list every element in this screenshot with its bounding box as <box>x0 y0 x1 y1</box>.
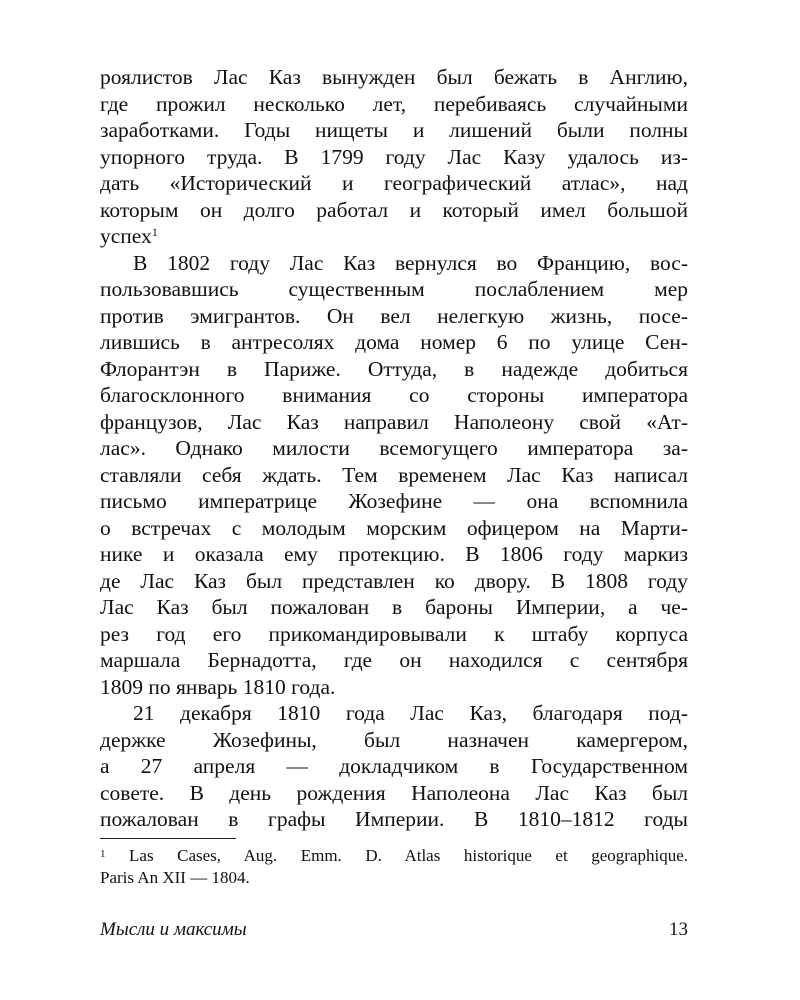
text-line: рез год его прикомандировывали к штабу корпуса <box>100 621 688 646</box>
footnote <box>100 845 688 889</box>
text-line: пользовавшись существенным послаблением мер <box>100 277 688 301</box>
text-line-content: успех <box>100 224 152 248</box>
text-line: держке Жозефины, был назначен камергером, <box>100 727 688 752</box>
text-line: дать «Исторический и географический атлас», над <box>100 171 688 195</box>
page-footer <box>100 916 688 944</box>
text-line: против эмигрантов. Он вел нелегкую жизнь, посе- <box>100 303 688 328</box>
text-line: письмо императрице Жозефине — она вспомнила <box>100 489 688 513</box>
running-title: Мысли и максимы <box>100 919 247 940</box>
footnote-text: Las Cases, Aug. Emm. D. Atlas historique et geographique. <box>129 846 688 865</box>
footnote-marker: 1 <box>100 848 106 860</box>
text-line <box>100 223 688 250</box>
text-line: роялистов Лас Каз вынужден был бежать в Англию, <box>100 65 688 89</box>
text-line: благосклонного внимания со стороны императора <box>100 383 688 407</box>
text-line: заработками. Годы нищеты и лишений были полны <box>100 118 688 142</box>
text-line: лившись в антресолях дома номер 6 по улице Сен- <box>100 330 688 354</box>
text-line: маршала Бернадотта, где он находился с сентября <box>100 648 688 672</box>
footnote-divider <box>100 838 236 839</box>
text-line: совете. В день рождения Наполеона Лас Каз был <box>100 780 688 805</box>
text-line: французов, Лас Каз направил Наполеону свой «Ат- <box>100 409 688 434</box>
text-line: ставляли себя ждать. Тем временем Лас Каз написал <box>100 462 688 487</box>
text-line: которым он долго работал и который имел большой <box>100 197 688 222</box>
paragraph-start-line: В 1802 году Лас Каз вернулся во Францию, вос- <box>133 250 688 275</box>
text-line: пожалован в графы Империи. В 1810–1812 годы <box>100 807 688 831</box>
text-line: где прожил несколько лет, перебиваясь случайными <box>100 91 688 116</box>
body-text <box>100 64 688 833</box>
paragraph-start-line: 21 декабря 1810 года Лас Каз, благодаря под- <box>133 701 688 725</box>
footnote-line <box>100 845 688 867</box>
text-line: а 27 апреля — докладчиком в Государственном <box>100 754 688 778</box>
text-line: упорного труда. В 1799 году Лас Казу удалось из- <box>100 144 688 169</box>
footnote-reference: 1 <box>151 225 158 239</box>
footnote-line: Paris An XII — 1804. <box>100 868 250 887</box>
text-line: Флорантэн в Париже. Оттуда, в надежде добиться <box>100 356 688 381</box>
text-line: о встречах с молодым морским офицером на Марти- <box>100 515 688 540</box>
text-line: 1809 по январь 1810 года. <box>100 674 336 699</box>
text-line: де Лас Каз был представлен ко двору. В 1808 году <box>100 568 688 593</box>
text-line: Лас Каз был пожалован в бароны Империи, а че- <box>100 595 688 619</box>
page-number: 13 <box>669 919 688 940</box>
text-line: нике и оказала ему протекцию. В 1806 году маркиз <box>100 542 688 566</box>
text-line: лас». Однако милости всемогущего императора за- <box>100 436 688 460</box>
